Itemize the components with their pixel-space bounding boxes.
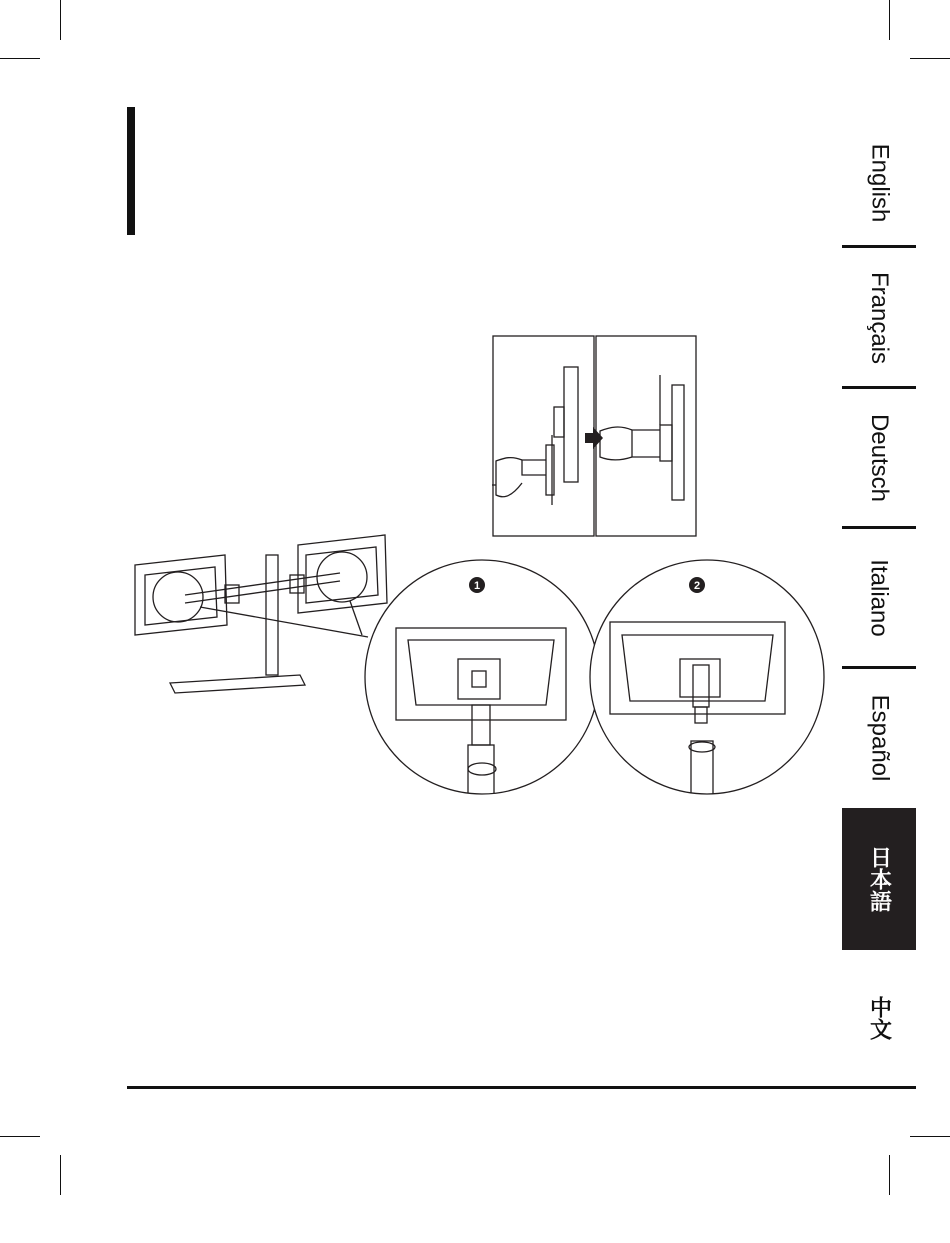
crop-mark [910, 58, 950, 59]
tab-divider [842, 666, 916, 669]
detail-circle-step-1 [360, 555, 605, 800]
tab-label: Deutsch [866, 413, 894, 502]
detail-circle-step-2 [585, 555, 830, 800]
tab-japanese[interactable] [842, 808, 916, 950]
tab-divider [842, 386, 916, 389]
tab-label: Español [866, 694, 894, 781]
crop-mark [60, 0, 61, 40]
tab-divider [842, 245, 916, 248]
tab-deutsch[interactable] [842, 390, 916, 525]
crop-mark [910, 1136, 950, 1137]
crop-mark [889, 0, 890, 40]
tab-label: Français [866, 271, 893, 364]
section-title-bar [127, 107, 135, 235]
tab-label: 日本語 [866, 846, 892, 912]
tab-divider [842, 526, 916, 529]
crop-mark [60, 1155, 61, 1195]
tab-label: Italiano [866, 558, 894, 637]
step-number: 1 [473, 580, 481, 592]
crop-mark [0, 1136, 40, 1137]
tab-label: 中文 [866, 995, 892, 1040]
crop-mark [0, 58, 40, 59]
step-number: 2 [693, 580, 701, 592]
side-view-illustration [492, 335, 698, 538]
crop-mark [889, 1155, 890, 1195]
tab-francais[interactable] [842, 250, 916, 385]
tab-italiano[interactable] [842, 530, 916, 665]
footer-rule [127, 1086, 916, 1089]
tab-english[interactable] [842, 120, 916, 245]
tab-label: English [866, 143, 893, 222]
tab-espanol[interactable] [842, 670, 916, 805]
tab-chinese[interactable] [842, 960, 916, 1075]
